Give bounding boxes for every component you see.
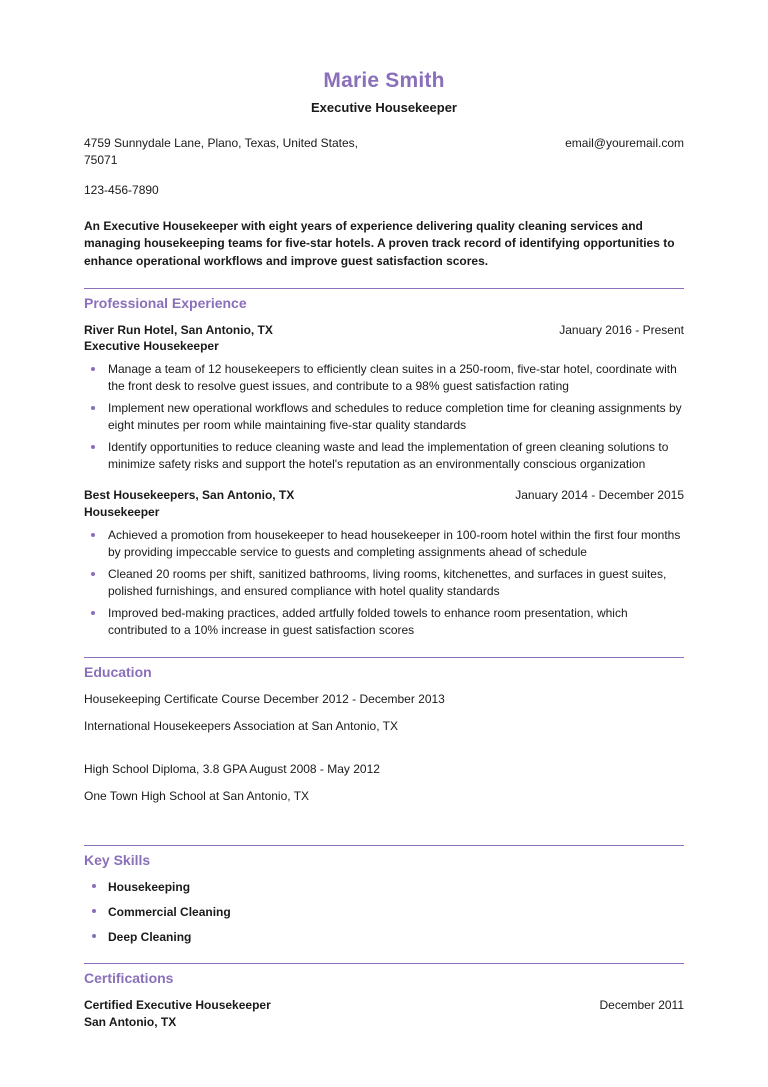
experience-date: January 2016 - Present bbox=[559, 322, 684, 337]
experience-organization: River Run Hotel, San Antonio, TX bbox=[84, 322, 273, 337]
education-entry bbox=[84, 761, 684, 805]
resume-header bbox=[84, 0, 684, 116]
experience-role: Housekeeper bbox=[84, 504, 160, 519]
section-divider bbox=[84, 845, 684, 846]
section-certifications bbox=[84, 963, 684, 1030]
section-education bbox=[84, 657, 684, 805]
experience-bullet-list bbox=[84, 361, 684, 473]
education-program: Housekeeping Certificate Course December 2012 - December 2013 bbox=[84, 691, 445, 706]
section-divider bbox=[84, 963, 684, 964]
experience-bullet-list bbox=[84, 527, 684, 639]
experience-date: January 2014 - December 2015 bbox=[515, 488, 684, 503]
certification-date: December 2011 bbox=[599, 998, 684, 1013]
section-title-certifications: Certifications bbox=[84, 970, 174, 987]
professional-summary: An Executive Housekeeper with eight years of experience delivering quality cleaning services and managing housekeeping teams for five-star hotels. A proven track record of identifying opportunities to enhance operational workflows and improve guest satisfaction scores. bbox=[84, 218, 675, 268]
section-divider bbox=[84, 288, 684, 289]
experience-bullet: Achieved a promotion from housekeeper to head housekeeper in 100-room hotel within the first four months by providing impeccable service to guests and completing assignments ahead of schedule bbox=[84, 527, 684, 561]
experience-entry-header bbox=[84, 322, 684, 338]
experience-entry bbox=[84, 487, 684, 639]
education-program: High School Diploma, 3.8 GPA August 2008 - May 2012 bbox=[84, 761, 380, 776]
experience-entry bbox=[84, 322, 684, 474]
section-divider bbox=[84, 657, 684, 658]
education-list bbox=[84, 691, 684, 805]
experience-bullet: Manage a team of 12 housekeepers to efficiently clean suites in a 250-room, five-star hotel, coordinate with the front desk to resolve guest issues, and contribute to a 98% guest satisfaction rating bbox=[84, 361, 684, 395]
contact-block bbox=[84, 135, 684, 169]
education-institution: One Town High School at San Antonio, TX bbox=[84, 788, 310, 803]
experience-bullet: Identify opportunities to reduce cleaning waste and lead the implementation of green cleaning solutions to minimize safety risks and support the hotel's reputation as an environmentally conscious organization bbox=[84, 439, 684, 473]
skill-item: Deep Cleaning bbox=[84, 929, 684, 945]
skills-list bbox=[84, 879, 684, 946]
experience-organization: Best Housekeepers, San Antonio, TX bbox=[84, 488, 295, 503]
education-institution: International Housekeepers Association at San Antonio, TX bbox=[84, 718, 398, 733]
contact-email[interactable]: email@youremail.com bbox=[565, 135, 684, 150]
skill-item: Housekeeping bbox=[84, 879, 684, 895]
experience-entry-header bbox=[84, 487, 684, 503]
candidate-title: Executive Housekeeper bbox=[311, 100, 457, 116]
contact-phone: 123-456-7890 bbox=[84, 182, 159, 197]
education-entry bbox=[84, 691, 684, 735]
section-professional-experience bbox=[84, 288, 684, 639]
section-title-skills: Key Skills bbox=[84, 851, 151, 868]
certification-location: San Antonio, TX bbox=[84, 1014, 177, 1029]
experience-role: Executive Housekeeper bbox=[84, 339, 219, 354]
contact-address: 4759 Sunnydale Lane, Plano, Texas, United States, 75071 bbox=[84, 135, 358, 167]
candidate-name: Marie Smith bbox=[323, 69, 445, 92]
experience-bullet: Cleaned 20 rooms per shift, sanitized bathrooms, living rooms, kitchenettes, and surfaces in guest suites, polished furnishings, and ensured compliance with hotel quality standards bbox=[84, 566, 684, 600]
skill-item: Commercial Cleaning bbox=[84, 904, 684, 920]
certification-name: Certified Executive Housekeeper bbox=[84, 998, 271, 1013]
experience-bullet: Improved bed-making practices, added artfully folded towels to enhance room presentation, which contributed to a 10% increase in guest satisfaction scores bbox=[84, 605, 684, 639]
section-title-education: Education bbox=[84, 663, 152, 680]
section-title-experience: Professional Experience bbox=[84, 295, 247, 312]
experience-bullet: Implement new operational workflows and schedules to reduce completion time for cleaning assignments by eight minutes per room while maintaining five-star quality standards bbox=[84, 400, 684, 434]
section-key-skills bbox=[84, 845, 684, 945]
certification-entry-header bbox=[84, 997, 684, 1014]
